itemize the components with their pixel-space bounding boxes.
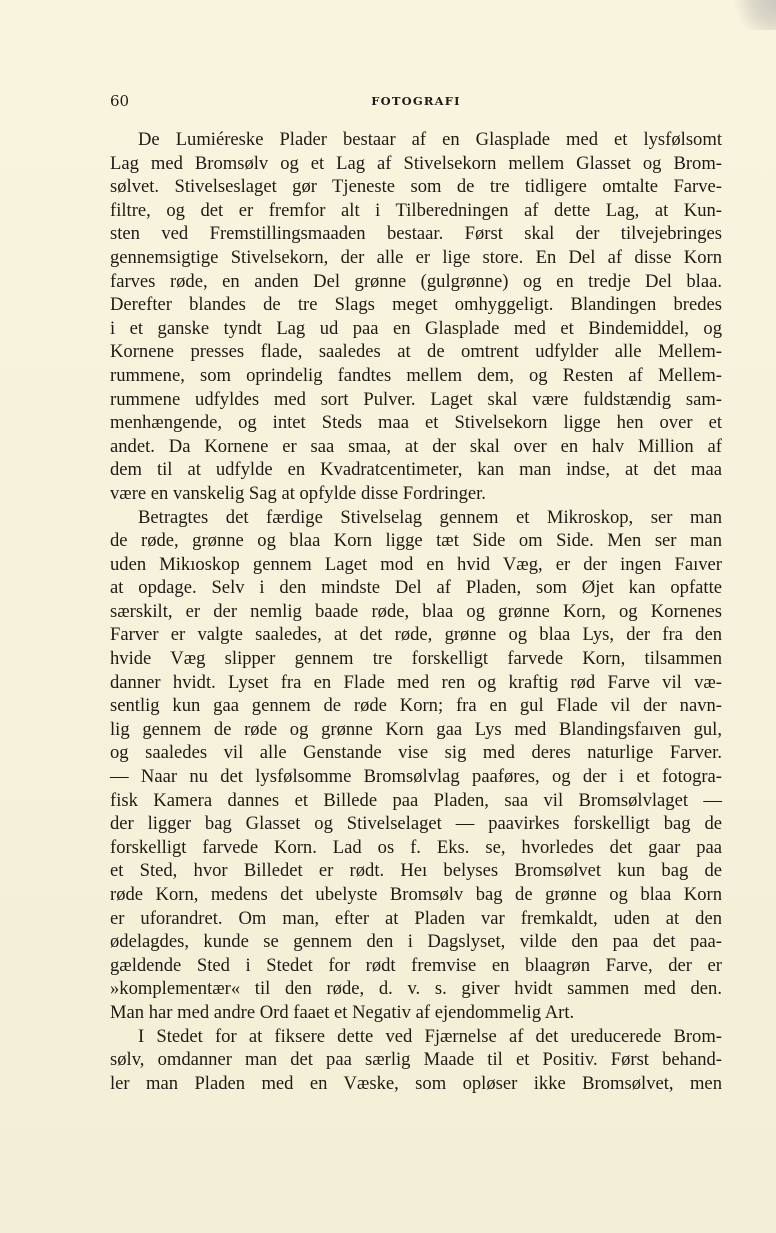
text-line: fisk Kamera dannes et Billede paa Pladen, saa vil Bromsølvlaget — — [110, 789, 722, 811]
text-line: være en vanskelig Sag at opfylde disse Fordringer. — [110, 482, 486, 504]
text-line: lig gennem de røde og grønne Korn gaa Lys med Blandingsfaıven gul, — [110, 718, 722, 740]
text-line: sentlig kun gaa gennem de røde Korn; fra en gul Flade vil der navn- — [110, 695, 722, 717]
text-line: i et ganske tyndt Lag ud paa en Glasplade med et Bindemiddel, og — [110, 317, 722, 339]
text-line: gennemsigtige Stivelsekorn, der alle er lige store. En Del af disse Korn — [110, 246, 722, 268]
paragraph — [110, 506, 722, 1025]
page-header — [110, 92, 722, 114]
text-line: et Sted, hvor Billedet er rødt. Heı belyses Bromsølvet kun bag de — [110, 860, 722, 882]
text-line: forskelligt farvede Korn. Lad os f. Eks. se, hvorledes det gaar paa — [110, 836, 722, 858]
paragraph — [110, 128, 722, 506]
text-line: danner hvidt. Lyset fra en Flade med ren og kraftig rød Farve vil væ- — [110, 671, 722, 693]
text-line: sten ved Fremstillingsmaaden bestaar. Først skal der tilvejebringes — [110, 223, 722, 245]
text-line: der ligger bag Glasset og Stivelselaget — paavirkes forskelligt bag de — [110, 813, 722, 835]
text-line: Kornene presses flade, saaledes at de omtrent udfylder alle Mellem- — [110, 341, 722, 363]
text-line: Derefter blandes de tre Slags meget omhyggeligt. Blandingen bredes — [110, 294, 722, 316]
text-line: — Naar nu det lysfølsomme Bromsølvlag paaføres, og der i et fotogra- — [110, 766, 722, 788]
text-line: Farver er valgte saaledes, at det røde, grønne og blaa Lys, der fra den — [110, 624, 722, 646]
text-line: rummene udfyldes med sort Pulver. Laget skal være fuldstændig sam- — [110, 388, 722, 410]
text-line: de røde, grønne og blaa Korn ligge tæt Side om Side. Men ser man — [110, 530, 722, 552]
text-line: rummene, som oprindelig fandtes mellem dem, og Resten af Mellem- — [110, 364, 722, 386]
text-line: menhængende, og intet Steds maa et Stivelsekorn ligge hen over et — [110, 412, 722, 434]
page-corner-wear — [728, 0, 776, 30]
text-line: hvide Væg slipper gennem tre forskelligt farvede Korn, tilsammen — [110, 648, 722, 670]
text-line: filtre, og det er fremfor alt i Tilberedningen af dette Lag, at Kun- — [110, 199, 722, 221]
text-line: sølv, omdanner man det paa særlig Maade til et Positiv. Først behand- — [110, 1049, 722, 1071]
text-line: og saaledes vil alle Genstande vise sig med deres naturlige Farver. — [110, 742, 722, 764]
text-line: særskilt, er der nemlig baade røde, blaa og grønne Korn, og Kornenes — [110, 600, 722, 622]
text-line: ødelagdes, kunde se gennem den i Dagslyset, vilde den paa det paa- — [110, 931, 722, 953]
text-line: sølvet. Stivelseslaget gør Tjeneste som de tre tidligere omtalte Farve- — [110, 176, 722, 198]
text-line: »komplementær« til den røde, d. v. s. giver hvidt sammen med den. — [110, 978, 722, 1000]
paragraph — [110, 1025, 722, 1096]
text-line: andet. Da Kornene er saa smaa, at der skal over en halv Million af — [110, 435, 722, 457]
text-line: røde Korn, medens det ubelyste Bromsølv bag de grønne og blaa Korn — [110, 884, 722, 905]
text-line: ler man Pladen med en Væske, som opløser ikke Bromsølvet, men — [110, 1072, 722, 1094]
text-line: Betragtes det færdige Stivelselag gennem et Mikroskop, ser man — [138, 506, 722, 528]
text-line: Man har med andre Ord faaet et Negativ af ejendommelig Art. — [110, 1001, 575, 1023]
page-number: 60 — [110, 92, 130, 110]
running-title: FOTOGRAFI — [371, 94, 461, 108]
text-line: uden Mikıoskop gennem Laget mod en hvid Væg, er der ingen Faıver — [110, 553, 722, 575]
body-text — [110, 128, 722, 1095]
text-line: De Lumiéreske Plader bestaar af en Glasplade med et lysfølsomt — [138, 129, 722, 150]
text-line: gældende Sted i Stedet for rødt fremvise en blaagrøn Farve, der er — [110, 954, 722, 976]
text-line: er uforandret. Om man, efter at Pladen var fremkaldt, uden at den — [110, 907, 722, 929]
text-line: at opdage. Selv i den mindste Del af Pladen, som Øjet kan opfatte — [110, 577, 722, 599]
text-line: dem til at udfylde en Kvadratcentimeter, kan man indse, at det maa — [110, 459, 722, 481]
text-line: farves røde, en anden Del grønne (gulgrønne) og en tredje Del blaa. — [110, 270, 722, 292]
text-line: Lag med Bromsølv og et Lag af Stivelsekorn mellem Glasset og Brom- — [110, 152, 722, 174]
text-line: I Stedet for at fiksere dette ved Fjærnelse af det ureducerede Brom- — [138, 1025, 722, 1047]
